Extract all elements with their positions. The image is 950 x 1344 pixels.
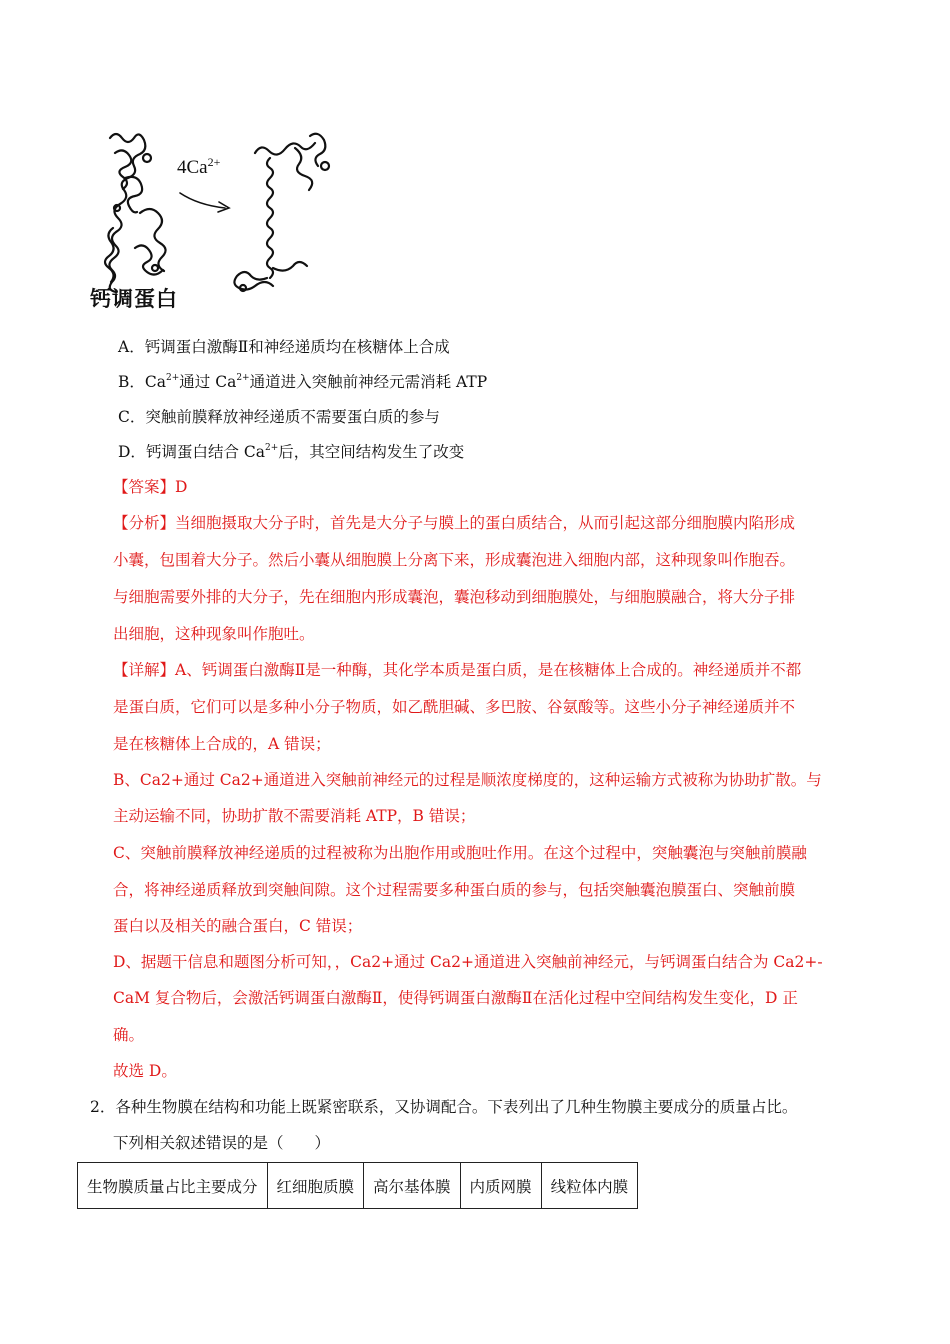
table-header-cell: 线粒体内膜 xyxy=(541,1163,638,1209)
table-header-cell: 红细胞质膜 xyxy=(267,1163,364,1209)
membrane-composition-table xyxy=(77,1162,638,1209)
calcium-ion-label: $4Ca^{2+}$ xyxy=(177,155,221,178)
figure-caption: 钙调蛋白 xyxy=(90,287,178,311)
detail-line-8: 蛋白以及相关的融合蛋白，C 错误； xyxy=(113,917,363,935)
detail-line-7: 合，将神经递质释放到突触间隙。这个过程需要多种蛋白质的参与，包括突触囊泡膜蛋白、突触前膜 xyxy=(113,881,796,899)
detail-line-10: CaM 复合物后，会激活钙调蛋白激酶Ⅱ，使得钙调蛋白激酶Ⅱ在活化过程中空间结构发生变化，D 正 xyxy=(113,989,798,1007)
detail-line-9: D、据题干信息和题图分析可知，，Ca2+通过 Ca2+通道进入突触前神经元，与钙调蛋白结合为 Ca2+- xyxy=(113,953,823,971)
detail-line-12: 故选 D。 xyxy=(113,1062,177,1080)
analysis-line-3: 与细胞需要外排的大分子，先在细胞内形成囊泡，囊泡移动到细胞膜处，与细胞膜融合，将大分子排 xyxy=(113,588,796,606)
question-2-line-2: 下列相关叙述错误的是（ ） xyxy=(113,1134,331,1152)
detail-line-3: 是在核糖体上合成的，A 错误； xyxy=(113,735,331,753)
option-d: D．钙调蛋白结合 $Ca^{2+}$后，其空间结构发生了改变 xyxy=(118,443,465,461)
detail-line-6: C、突触前膜释放神经递质的过程被称为出胞作用或胞吐作用。在这个过程中，突触囊泡与突触前膜融 xyxy=(113,844,807,862)
analysis-line-4: 出细胞，这种现象叫作胞吐。 xyxy=(113,625,315,643)
table-header-row xyxy=(78,1163,638,1209)
question-2-line-1: 2．各种生物膜在结构和功能上既紧密联系，又协调配合。下表列出了几种生物膜主要成分的质量占比。 xyxy=(90,1098,798,1116)
analysis-line-2: 小囊，包围着大分子。然后小囊从细胞膜上分离下来，形成囊泡进入细胞内部，这种现象叫作胞吞。 xyxy=(113,551,796,569)
detail-line-4: B、Ca2+通过 Ca2+通道进入突触前神经元的过程是顺浓度梯度的，这种运输方式被称为协助扩散。与 xyxy=(113,771,822,789)
option-c: C．突触前膜释放神经递质不需要蛋白质的参与 xyxy=(118,408,440,426)
detail-line-2: 是蛋白质，它们可以是多种小分子物质，如乙酰胆碱、多巴胺、谷氨酸等。这些小分子神经递质并不 xyxy=(113,698,796,716)
detail-line-11: 确。 xyxy=(113,1026,145,1044)
table-header-cell: 生物膜质量占比主要成分 xyxy=(78,1163,268,1209)
option-b: B．$Ca^{2+}$通过 $Ca^{2+}$通道进入突触前神经元需消耗 ATP xyxy=(118,373,488,391)
detail-line-1: 【详解】A、钙调蛋白激酶Ⅱ是一种酶，其化学本质是蛋白质，是在核糖体上合成的。神经递质并不都 xyxy=(113,661,802,679)
table-header-cell: 高尔基体膜 xyxy=(364,1163,461,1209)
analysis-line-1: 【分析】当细胞摄取大分子时，首先是大分子与膜上的蛋白质结合，从而引起这部分细胞膜内陷形成 xyxy=(113,514,796,532)
option-a: A．钙调蛋白激酶Ⅱ和神经递质均在核糖体上合成 xyxy=(118,338,450,356)
detail-line-5: 主动运输不同，协助扩散不需要消耗 ATP，B 错误； xyxy=(113,807,476,825)
answer-line: 【答案】D xyxy=(113,478,188,496)
table-header-cell: 内质网膜 xyxy=(460,1163,541,1209)
